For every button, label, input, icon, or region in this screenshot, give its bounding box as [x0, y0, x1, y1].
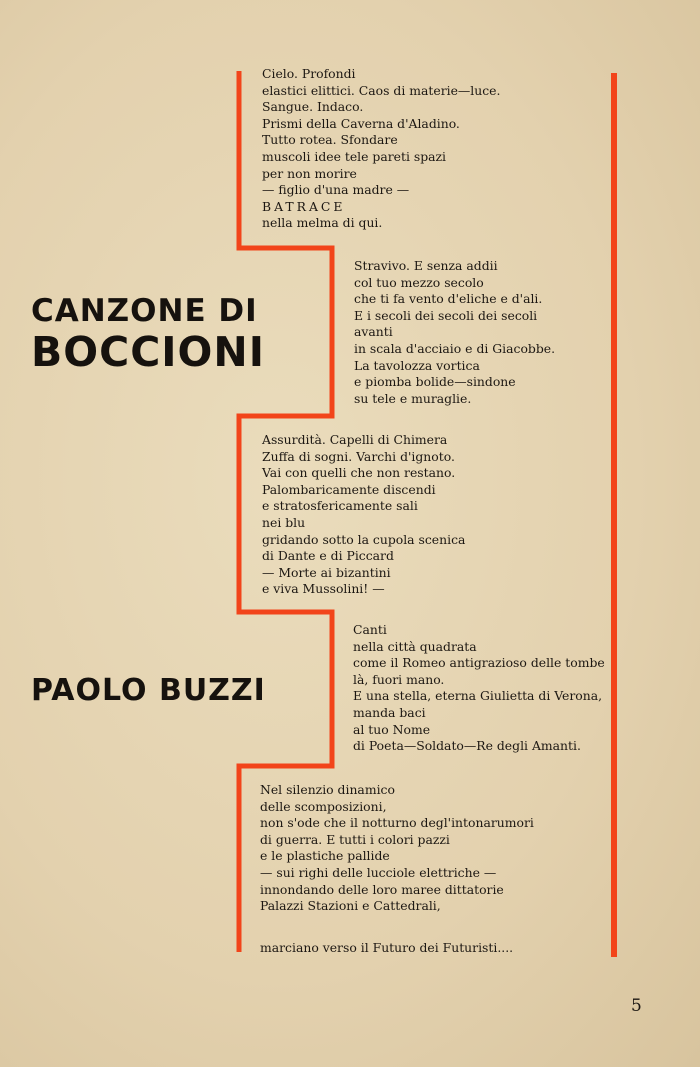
- verse-line: avanti: [354, 324, 393, 340]
- verse-line: e piomba bolide—sindone: [354, 374, 516, 390]
- verse-line: nei blu: [262, 514, 306, 530]
- verse-line: in scala d'acciaio e di Giacobbe.: [354, 340, 556, 356]
- verse-line: Cielo. Profondi: [262, 66, 356, 81]
- verse-line: col tuo mezzo secolo: [354, 274, 484, 290]
- verse-line: — sui righi delle lucciole elettriche —: [260, 864, 497, 880]
- verse-line: come il Romeo antigrazioso delle tombe: [353, 655, 605, 671]
- verse-line: di Poeta—Soldato—Re degli Amanti.: [353, 738, 581, 754]
- stanza-5: [260, 782, 534, 915]
- verse-line: su tele e muraglie.: [354, 390, 472, 406]
- verse-line: Sangue. Indaco.: [262, 99, 364, 115]
- verse-line: e le plastiche pallide: [260, 848, 390, 864]
- verse-line: Tutto rotea. Sfondare: [262, 132, 398, 148]
- verse-line: Nel silenzio dinamico: [260, 782, 395, 797]
- verse-line: di Dante e di Piccard: [262, 548, 394, 564]
- verse-line: E i secoli dei secoli dei secoli: [354, 307, 538, 323]
- stanza-3: [262, 432, 465, 598]
- verse-line: nella melma di qui.: [262, 215, 383, 231]
- closing-line: marciano verso il Futuro dei Futuristi....: [260, 940, 514, 955]
- verse-line: che ti fa vento d'eliche e d'ali.: [354, 291, 543, 307]
- verse-line: delle scomposizioni,: [260, 798, 387, 814]
- verse-line: Stravivo. E senza addii: [354, 258, 498, 273]
- verse-line: elastici elittici. Caos di materie—luce.: [262, 82, 501, 98]
- page-number: 5: [631, 996, 642, 1016]
- title-line-2: BOCCIONI: [31, 328, 265, 376]
- verse-line: manda baci: [353, 704, 426, 720]
- verse-line: là, fuori mano.: [353, 671, 445, 687]
- verse-line: innondando delle loro maree dittatorie: [260, 881, 504, 897]
- verse-line: Canti: [353, 622, 387, 637]
- title-line-1: CANZONE DI: [31, 293, 258, 329]
- verse-line: non s'ode che il notturno degl'intonarumori: [260, 815, 534, 831]
- verse-line: nella città quadrata: [353, 638, 477, 654]
- verse-line: al tuo Nome: [353, 721, 431, 737]
- verse-line: E una stella, eterna Giulietta di Verona,: [353, 688, 603, 704]
- verse-line: — Morte ai bizantini: [262, 564, 391, 580]
- verse-line: e stratosfericamente sali: [262, 498, 418, 514]
- verse-line: Prismi della Caverna d'Aladino.: [262, 115, 460, 131]
- verse-line: Palombaricamente discendi: [262, 481, 436, 497]
- stanza-4: [353, 622, 605, 755]
- verse-line: gridando sotto la cupola scenica: [262, 531, 466, 547]
- author-name: PAOLO BUZZI: [31, 673, 266, 708]
- verse-line: muscoli idee tele pareti spazi: [262, 148, 447, 164]
- verse-line: La tavolozza vortica: [354, 357, 480, 373]
- verse-line: di guerra. E tutti i colori pazzi: [260, 831, 450, 847]
- verse-line: per non morire: [262, 165, 357, 181]
- verse-line: e viva Mussolini! —: [262, 581, 385, 597]
- stanza-2: [354, 258, 555, 407]
- verse-line: Zuffa di sogni. Varchi d'ignoto.: [262, 448, 455, 464]
- verse-line: — figlio d'una madre —: [262, 182, 410, 198]
- verse-line: BATRACE: [262, 198, 346, 214]
- verse-line: Palazzi Stazioni e Cattedrali,: [260, 898, 441, 914]
- stanza-1: [262, 66, 500, 232]
- verse-line: Assurdità. Capelli di Chimera: [262, 432, 448, 447]
- verse-line: Vai con quelli che non restano.: [262, 465, 456, 481]
